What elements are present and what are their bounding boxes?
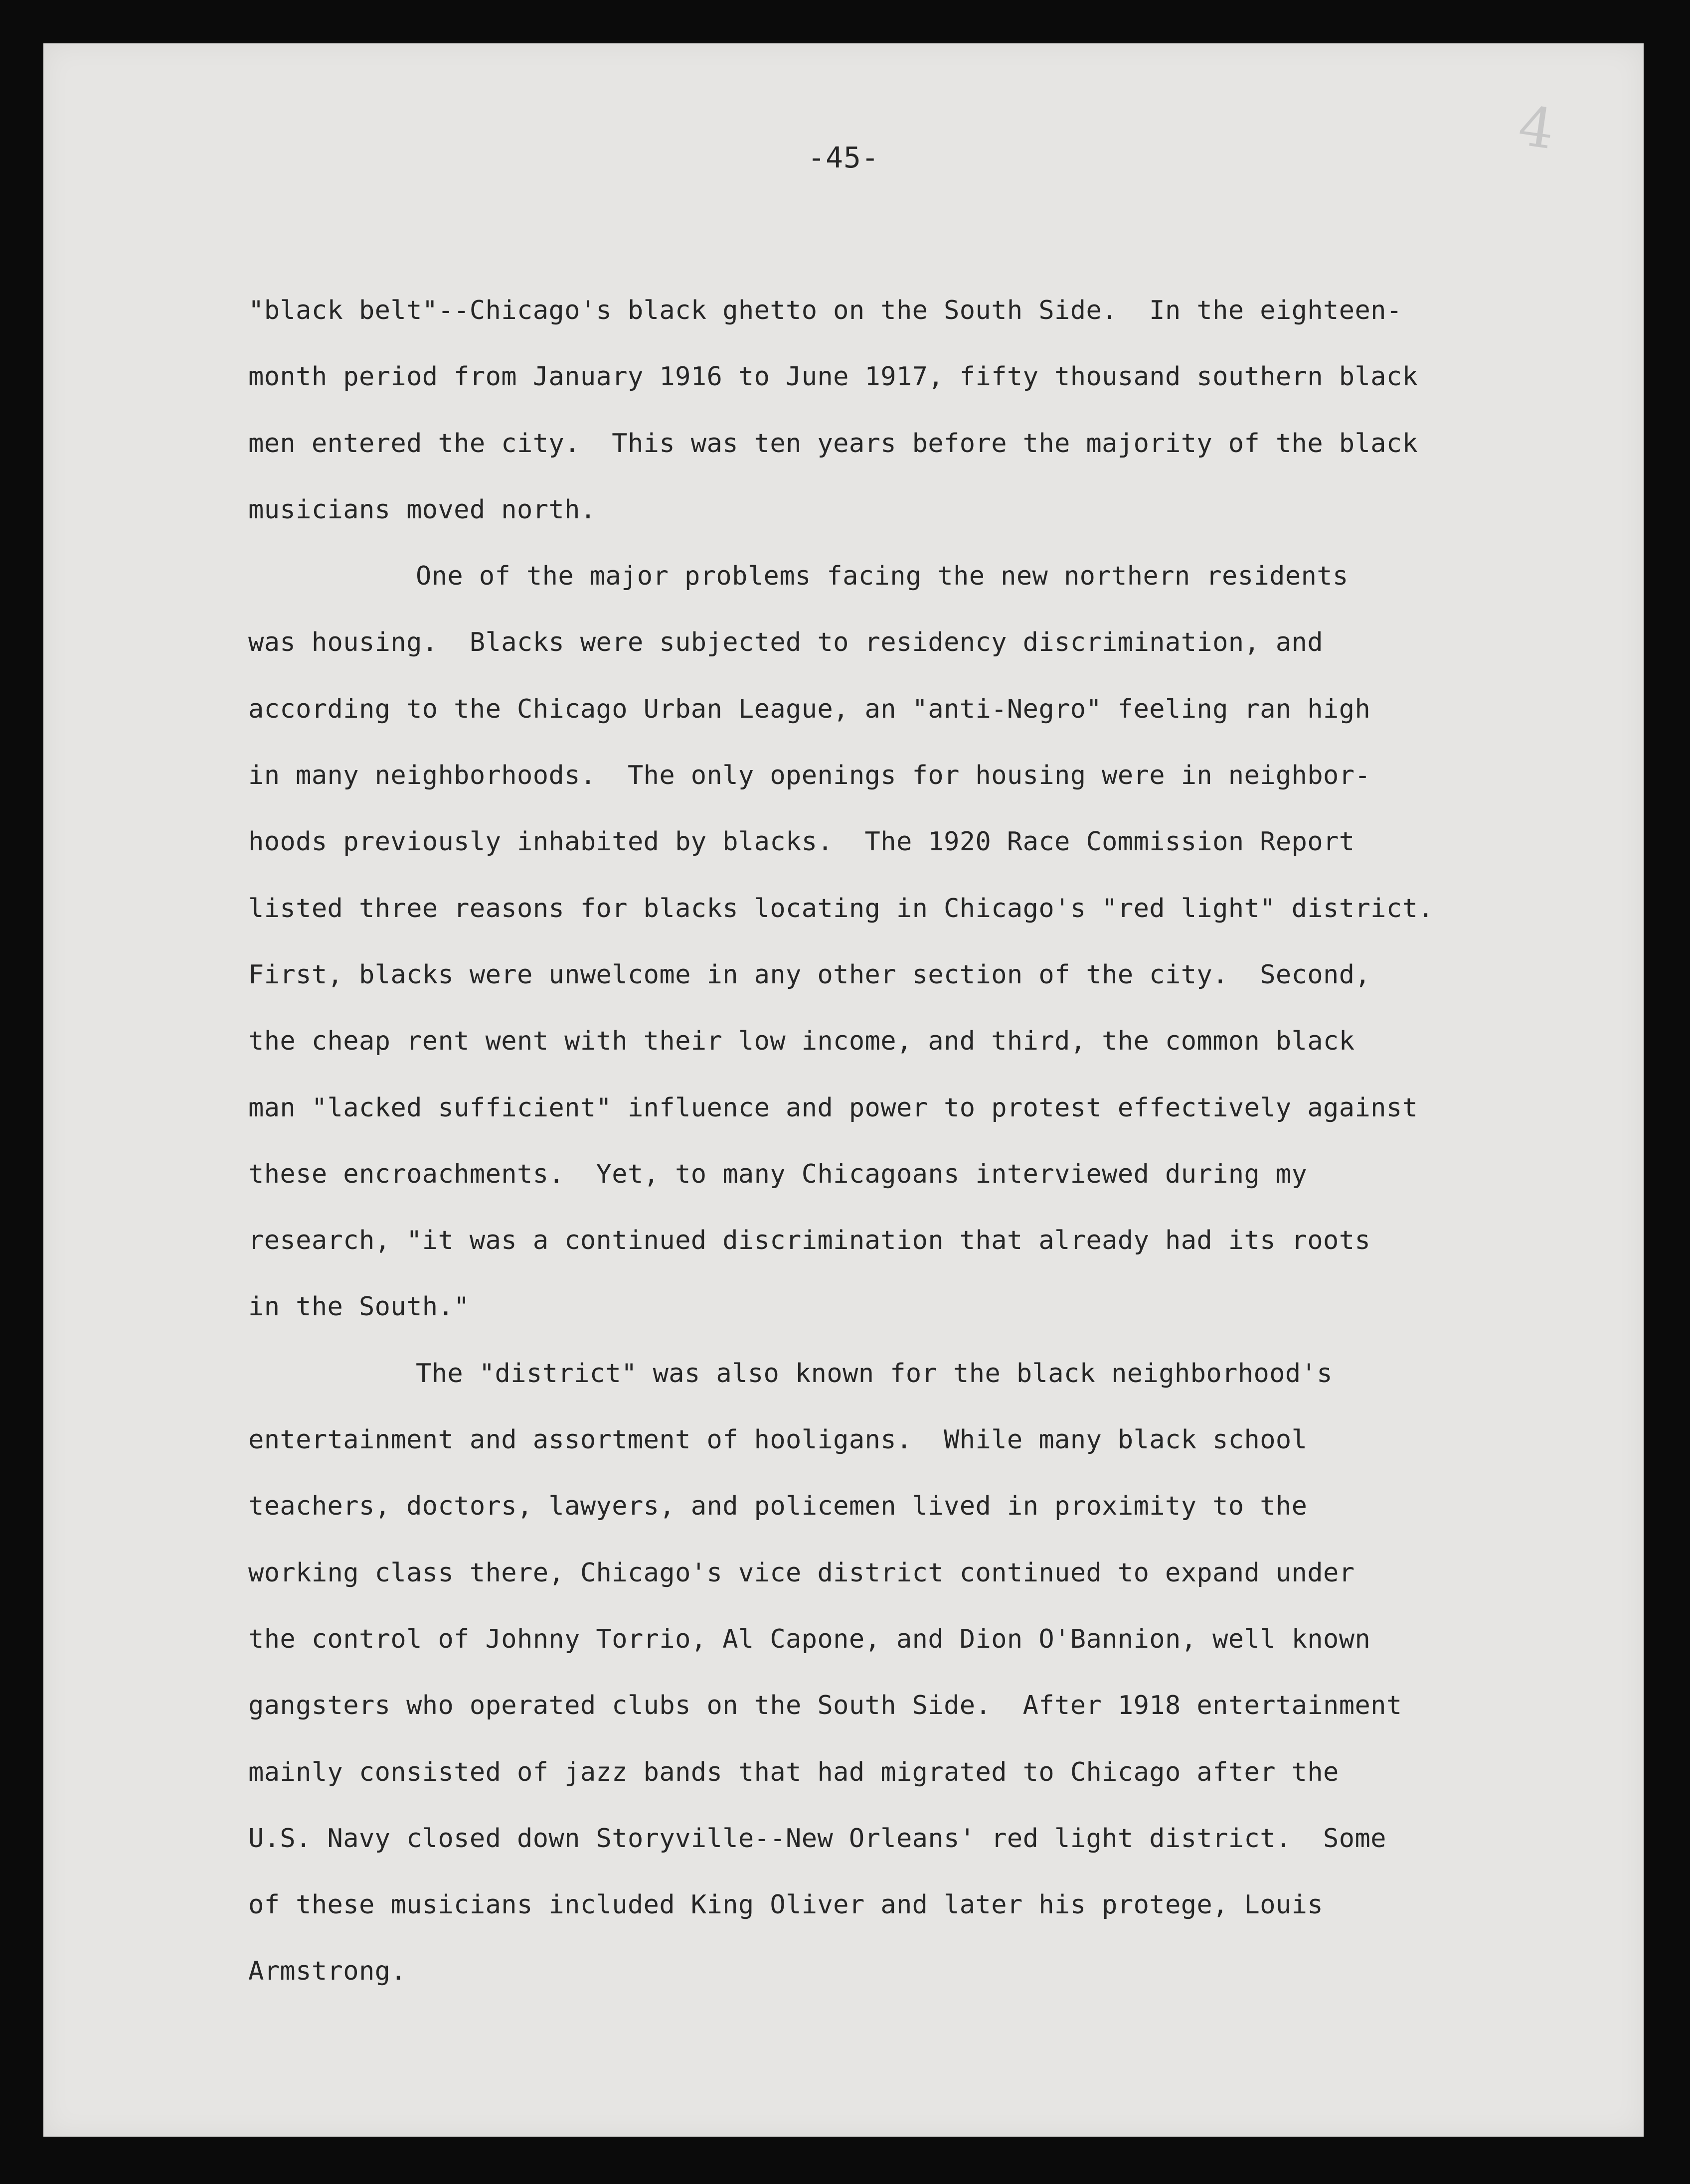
- page-number: -45-: [808, 141, 879, 174]
- text-line: gangsters who operated clubs on the South Side. After 1918 entertainment: [248, 1691, 1402, 1721]
- text-line: was housing. Blacks were subjected to residency discrimination, and: [248, 627, 1324, 658]
- text-line: the control of Johnny Torrio, Al Capone, and Dion O'Bannion, well known: [248, 1624, 1371, 1654]
- text-line: man "lacked sufficient" influence and power to protest effectively against: [248, 1092, 1418, 1123]
- text-line: according to the Chicago Urban League, an "anti-Negro" feeling ran high: [248, 694, 1371, 724]
- handwritten-page-mark: 4: [1515, 93, 1558, 162]
- text-line: in many neighborhoods. The only openings for housing were in neighbor-: [248, 761, 1371, 791]
- text-line: research, "it was a continued discrimination that already had its roots: [248, 1226, 1371, 1256]
- text-line: of these musicians included King Oliver and later his protege, Louis: [248, 1890, 1324, 1920]
- text-line: mainly consisted of jazz bands that had migrated to Chicago after the: [248, 1757, 1339, 1787]
- text-line: U.S. Navy closed down Storyville--New Orleans' red light district. Some: [248, 1823, 1386, 1854]
- text-line: the cheap rent went with their low income, and third, the common black: [248, 1026, 1355, 1057]
- text-line: month period from January 1916 to June 1917, fifty thousand southern black: [248, 362, 1418, 392]
- text-line: working class there, Chicago's vice district continued to expand under: [248, 1558, 1355, 1588]
- text-line: entertainment and assortment of hooligans. While many black school: [248, 1425, 1308, 1455]
- text-line: teachers, doctors, lawyers, and policemen lived in proximity to the: [248, 1491, 1308, 1522]
- text-line: Armstrong.: [248, 1956, 407, 1987]
- text-line: hoods previously inhabited by blacks. The 1920 Race Commission Report: [248, 827, 1355, 857]
- text-line: The "district" was also known for the black neighborhood's: [416, 1358, 1333, 1389]
- text-line: "black belt"--Chicago's black ghetto on the South Side. In the eighteen-: [248, 296, 1402, 325]
- text-line: listed three reasons for blacks locating in Chicago's "red light" district.: [248, 893, 1434, 924]
- text-line: in the South.": [248, 1292, 470, 1322]
- body-text: [248, 278, 1594, 2005]
- text-line: One of the major problems facing the new northern residents: [416, 561, 1349, 592]
- document-page: [43, 43, 1644, 2137]
- text-line: First, blacks were unwelcome in any other section of the city. Second,: [248, 959, 1371, 990]
- text-line: men entered the city. This was ten years before the majority of the black: [248, 428, 1418, 459]
- text-line: these encroachments. Yet, to many Chicagoans interviewed during my: [248, 1159, 1308, 1189]
- text-line: musicians moved north.: [248, 494, 596, 525]
